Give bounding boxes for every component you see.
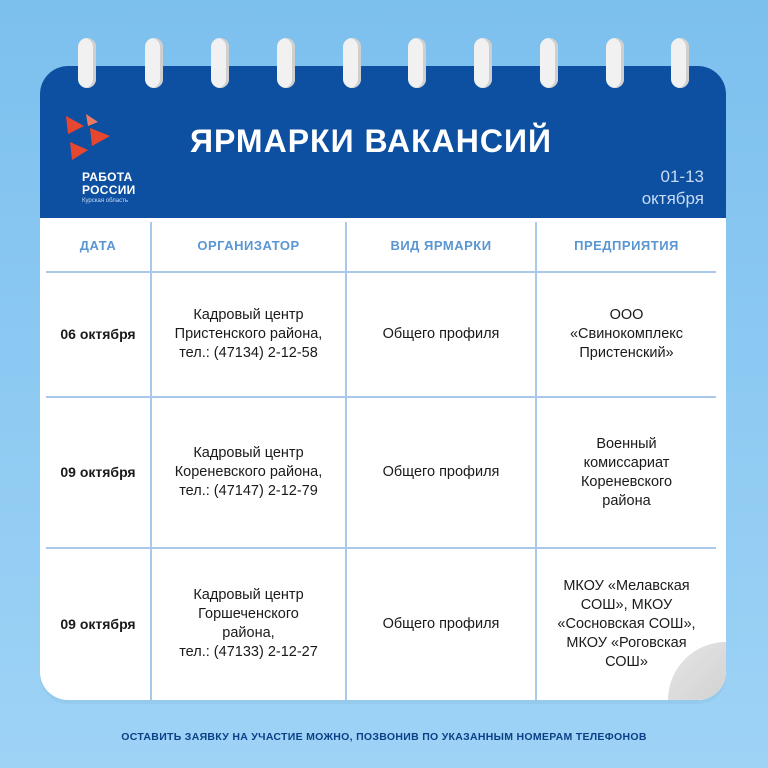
company-line: «Свинокомплекс <box>569 326 684 342</box>
company-line: ООО <box>609 307 644 323</box>
binder-ring <box>408 38 426 88</box>
binder-ring <box>474 38 492 88</box>
company-line: СОШ», МКОУ <box>580 596 673 613</box>
date-range-month: октября <box>641 189 704 208</box>
date-range <box>642 166 704 210</box>
company-line: «Сосновская СОШ», <box>557 615 696 632</box>
page-title: ЯРМАРКИ ВАКАНСИЙ <box>190 123 552 159</box>
footer-note: ОСТАВИТЬ ЗАЯВКУ НА УЧАСТИЕ МОЖНО, ПОЗВОНИВ ПО УКАЗАННЫМ НОМЕРАМ ТЕЛЕФОНОВ <box>121 731 647 743</box>
organizer-line: Пристенского района, <box>174 326 323 342</box>
row-3-companies <box>537 549 716 699</box>
company-line: МКОУ «Мелавская <box>563 577 690 594</box>
row-2-date: 09 октября <box>60 464 136 480</box>
binder-ring <box>211 38 229 88</box>
company-line: МКОУ «Роговская <box>566 634 687 651</box>
rabota-rossii-logo-icon <box>64 112 124 166</box>
logo-region: Курская область <box>82 198 128 204</box>
binder-ring <box>540 38 558 88</box>
row-3-fair-type: Общего профиля <box>382 615 500 632</box>
organizer-line: Кореневского района, <box>174 464 323 480</box>
row-1-date: 06 октября <box>60 326 136 342</box>
logo-line-2: РОССИИ <box>82 183 136 197</box>
organizer-phone: тел.: (47147) 2-12-79 <box>179 483 318 499</box>
row-2-fair-type: Общего профиля <box>382 464 500 480</box>
company-line: комиссариат <box>583 454 670 471</box>
binder-ring <box>145 38 163 88</box>
row-1-fair-type: Общего профиля <box>382 326 500 342</box>
column-header-organizer: ОРГАНИЗАТОР <box>197 238 300 253</box>
organizer-line: Кадровый центр <box>193 445 304 461</box>
organizer-phone: тел.: (47133) 2-12-27 <box>179 644 318 660</box>
organizer-line: Кадровый центр <box>193 307 304 323</box>
row-3-organizer <box>152 549 345 699</box>
date-range-days: 01-13 <box>660 167 704 186</box>
company-line: района <box>602 492 651 509</box>
organizer-line: Горшеченского <box>198 606 299 622</box>
logo-line-1: РАБОТА <box>82 170 133 184</box>
row-1-companies <box>537 273 716 396</box>
column-header-date: ДАТА <box>79 238 117 253</box>
column-header-fair-type: ВИД ЯРМАРКИ <box>390 238 492 253</box>
row-2-companies <box>537 398 716 547</box>
row-3-date: 09 октября <box>60 615 136 632</box>
row-2-organizer <box>152 398 345 547</box>
organizer-line: Кадровый центр <box>193 587 304 603</box>
binder-ring <box>343 38 361 88</box>
organizer-phone: тел.: (47134) 2-12-58 <box>179 345 318 361</box>
company-line: Военный <box>596 435 657 452</box>
organizer-line: района, <box>222 625 275 641</box>
company-line: Кореневского <box>580 473 673 490</box>
company-line: СОШ» <box>605 653 648 670</box>
binder-ring <box>606 38 624 88</box>
company-line: Пристенский» <box>579 345 674 361</box>
binder-ring <box>277 38 295 88</box>
logo-text <box>82 171 136 197</box>
binder-ring <box>78 38 96 88</box>
row-1-organizer <box>152 273 345 396</box>
binder-ring <box>671 38 689 88</box>
column-header-companies: ПРЕДПРИЯТИЯ <box>574 238 679 253</box>
